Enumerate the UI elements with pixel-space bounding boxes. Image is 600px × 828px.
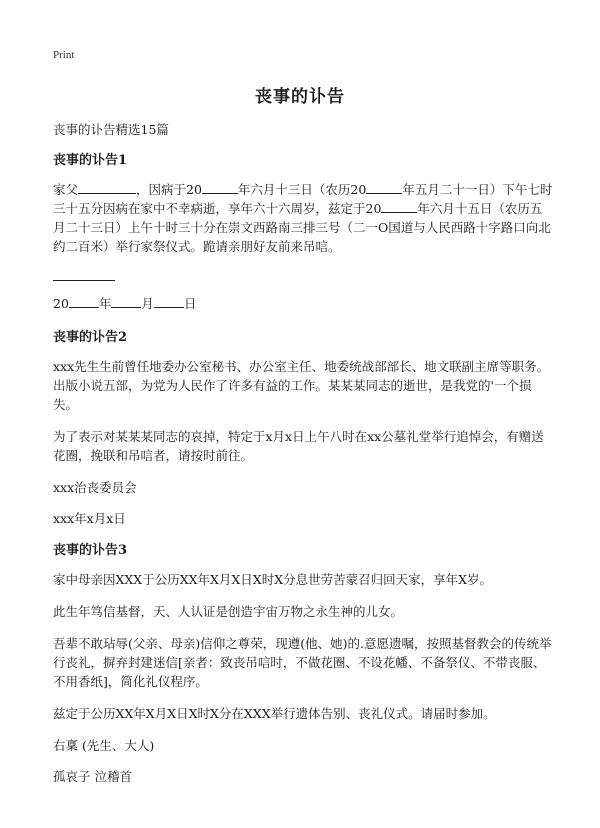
date-year-label: 年 (98, 296, 112, 311)
notice2-heading: 丧事的讣告2 (53, 330, 128, 345)
notice2-date: xxx年x月x日 (53, 511, 126, 526)
blank-line (78, 180, 136, 194)
print-label: Print (53, 49, 75, 61)
notice3-heading: 丧事的讣告3 (53, 543, 128, 558)
blank-line (111, 294, 141, 308)
notice3-paragraph-4: 兹定于公历XX年X月X日X时X分在XXX举行遗体告别、丧礼仪式。请届时参加。 (53, 706, 496, 721)
document-body (53, 120, 553, 798)
notice1-date (53, 294, 553, 313)
notice3-paragraph-2: 此生年笃信基督，天、人认证是创造宇宙万物之永生神的儿女。 (53, 604, 404, 619)
notice1-text-e: 年六月十五日（农历五月二十三日）上午十时三十分在崇文西路南三排三号（二一O国道与人民西路十字路口向北约二百米）举行家祭仪式。跪请亲朋好友前来吊唁。 (53, 201, 551, 254)
notice3-closing-2: 孤哀子 泣稽首 (53, 769, 132, 784)
notice1-text-a: 家父 (53, 182, 79, 197)
date-day-label: 日 (183, 296, 197, 311)
notice1-paragraph (53, 180, 553, 256)
notice3-paragraph-3: 吾辈不敢玷辱(父亲、母亲)信仰之尊荣，现遵(他、她)的.意愿遗嘱，按照基督教会的传统举行丧礼，摒弃封建迷信[亲者：致丧吊唁时，不做花圈、不设花幡、不备祭仪、不带丧服、不用香纸]，简化礼仪程序。 (53, 636, 552, 689)
notice1-text-b: ，因病于20 (136, 182, 202, 197)
date-year-prefix: 20 (53, 296, 69, 311)
signature-line (53, 270, 115, 281)
blank-line (154, 294, 184, 308)
notice1-heading: 丧事的讣告1 (53, 153, 128, 168)
notice3-paragraph-1: 家中母亲因XXX于公历XX年X月X日X时X分息世劳苦蒙召归回天家，享年X岁。 (53, 572, 492, 587)
notice2-committee: xxx治丧委员会 (53, 480, 137, 495)
document-subtitle: 丧事的讣告精选15篇 (53, 122, 169, 137)
blank-line (202, 180, 238, 194)
notice3-closing-1: 右稟 (先生、大人) (53, 738, 155, 753)
blank-line (381, 199, 417, 213)
notice2-paragraph-1: xxx先生生前曾任地委办公室秘书、办公室主任、地委统战部部长、地文联副主席等职务。出版小说五部，为党为人民作了许多有益的工作。某某某同志的逝世，是我党的'一个损失。 (53, 359, 550, 412)
blank-line (366, 180, 402, 194)
blank-line (69, 294, 99, 308)
notice1-text-c: 年六月十三日（农历20 (237, 182, 367, 197)
notice1-text-d: 年五月二十一日）下午七时三十五分因病在家中不幸病逝，享年六十六周岁，兹定于20 (53, 182, 553, 216)
notice2-paragraph-2: 为了表示对某某某同志的哀掉，特定于x月x日上午八时在xx公墓礼堂举行追悼会，有赠送花圈，挽联和吊唁者，请按时前往。 (53, 429, 544, 463)
page-title: 丧事的讣告 (255, 87, 345, 107)
date-month-label: 月 (141, 296, 154, 311)
